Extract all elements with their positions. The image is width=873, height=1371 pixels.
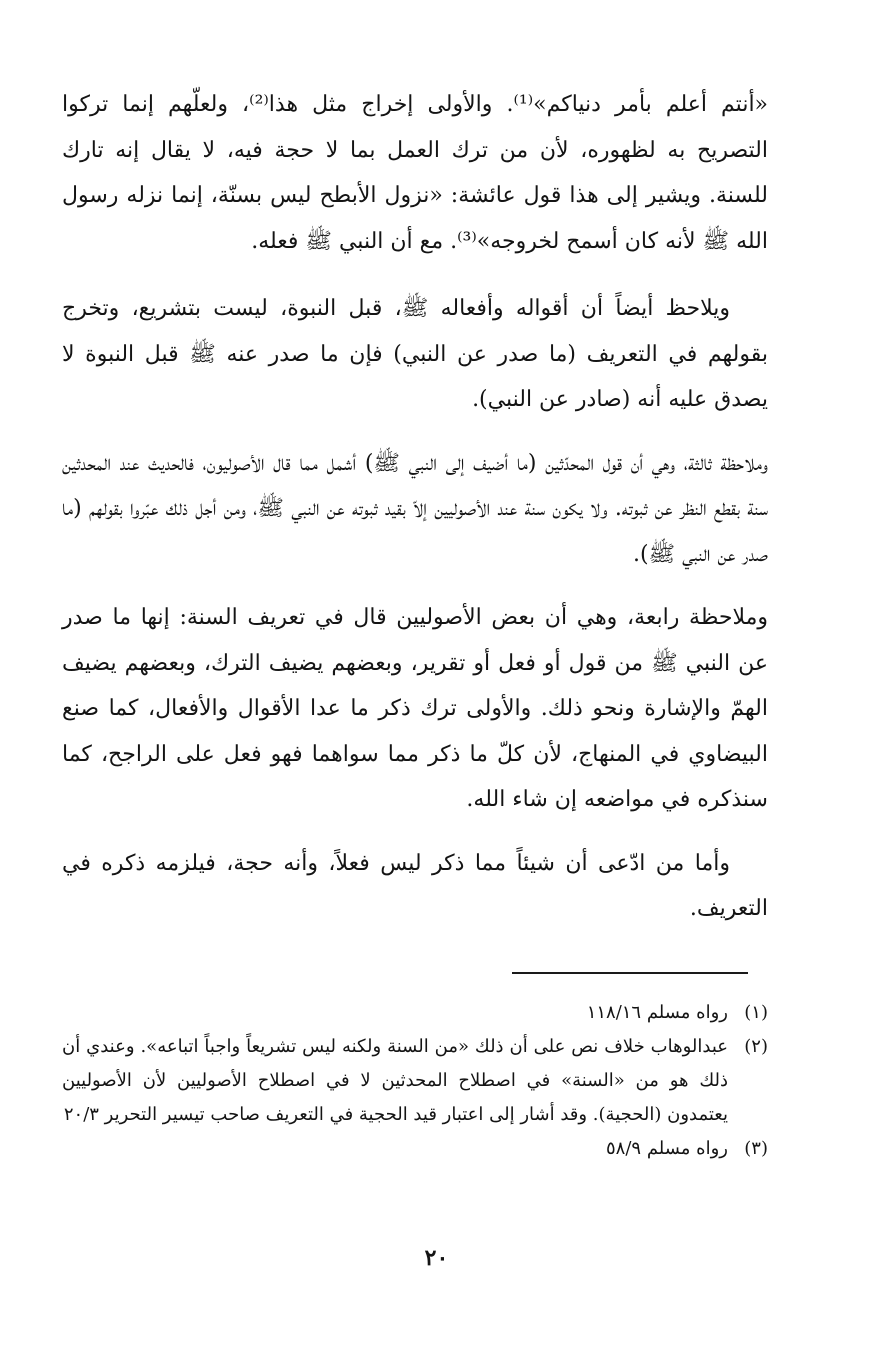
footnote-1 [62,996,768,1030]
paragraph-4: وملاحظة رابعة، وهي أن بعض الأصوليين قال في تعريف السنة: إنها ما صدر عن النبي ﷺ من قول أو فعل أو تقرير، وبعضهم يضيف الترك، وبعضهم يضيف الهمّ والإشارة ونحو ذلك. والأولى ترك ذكر ما عدا الأقوال والأفعال، كما صنع البيضاوي في المنهاج، لأن كلّ ما ذكر مما سواهما فهو فعل على الراجح، كما سنذكره في مواضعه إن شاء الله. [62,605,768,812]
footnote-separator [512,972,748,974]
footnote-3 [62,1132,768,1166]
footnote-text: عبدالوهاب خلاف نص على أن ذلك «من السنة ولكنه ليس تشريعاً واجباً اتباعه». وعندي أن ذلك هو من «السنة» في اصطلاح المحدثين لا في اصطلاح الأصوليين لأن الأصوليين يعتمدون (الحجية). وقد أشار إلى اعتبار قيد الحجية في التعريف صاحب تيسير التحرير ٢٠/٣ [62,1036,728,1125]
footnote-text: رواه مسلم ١١٨/١٦ [586,1002,728,1023]
footnotes [62,996,768,1166]
footnote-number: (١) [744,1002,768,1023]
paragraph-5: وأما من ادّعى أن شيئاً مما ذكر ليس فعلاً، وأنه حجة، فيلزمه ذكره في التعريف. [62,850,768,921]
paragraph-2: ويلاحظ أيضاً أن أقواله وأفعاله ﷺ، قبل النبوة، ليست بتشريع، وتخرج بقولهم في التعريف (ما صدر عن النبي) فإن ما صدر عنه ﷺ قبل النبوة لا يصدق عليه أنه (صادر عن النبي). [62,296,768,412]
main-text [62,82,768,950]
footnote-number: (٢) [744,1036,768,1057]
footnote-2 [62,1030,768,1132]
paragraph-1: «أنتم أعلم بأمر دنياكم»⁽¹⁾. والأولى إخراج مثل هذا⁽²⁾، ولعلّهم إنما تركوا التصريح به لظهوره، لأن من ترك العمل بما لا حجة فيه، لا يقال إنه تارك للسنة. ويشير إلى هذا قول عائشة: «نزول الأبطح ليس بسنّة، إنما نزله رسول الله ﷺ لأنه كان أسمح لخروجه»⁽³⁾. مع أن النبي ﷺ فعله. [62,92,769,254]
paragraph-3: وملاحظة ثالثة، وهي أن قول المحدّثين (ما أضيف إلى النبي ﷺ) أشمل مما قال الأصوليون، فالحديث عند المحدثين سنة بقطع النظر عن ثبوته. ولا يكون سنة عند الأصوليين إلاّ بقيد ثبوته عن النبي ﷺ، ومن أجل ذلك عبّروا بقولهم (ما صدر عن النبي ﷺ). [62,450,768,567]
footnote-number: (٣) [744,1138,768,1159]
page-number: ٢٠ [424,1245,449,1271]
footnote-text: رواه مسلم ٥٨/٩ [606,1138,728,1159]
